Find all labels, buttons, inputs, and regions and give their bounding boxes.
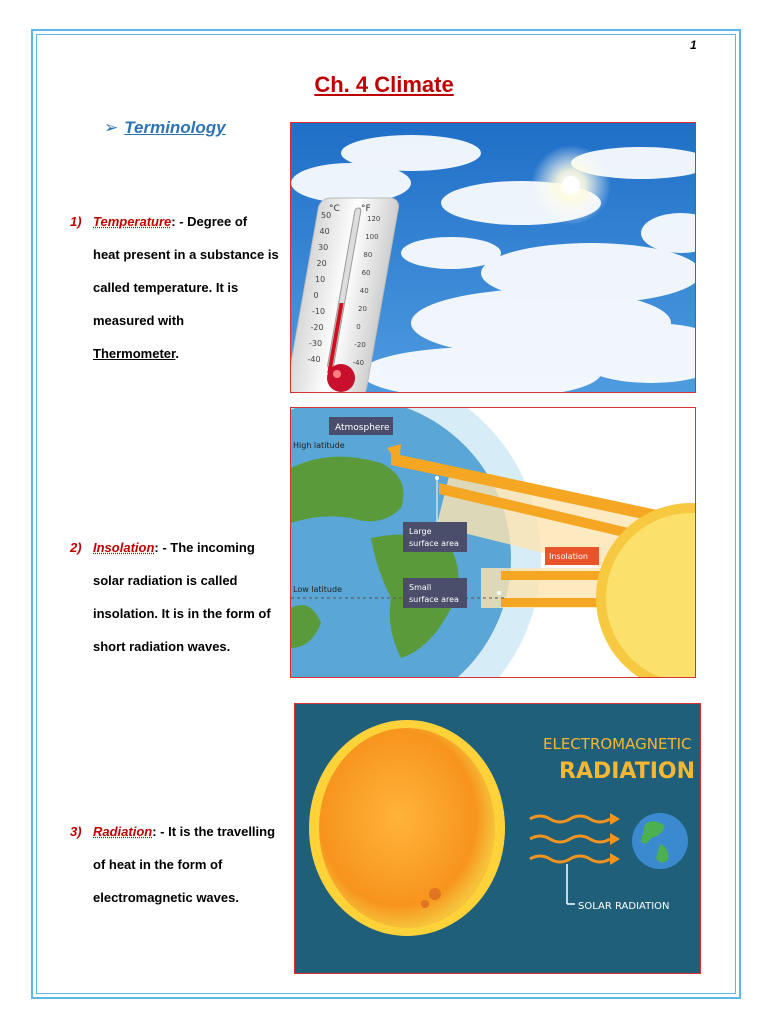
term-radiation bbox=[70, 815, 280, 914]
celsius-tick-label: 40 bbox=[319, 227, 330, 236]
term-text-end: . bbox=[175, 346, 179, 361]
high-latitude-label: High latitude bbox=[293, 441, 345, 450]
solar-radiation-label: SOLAR RADIATION bbox=[578, 901, 670, 912]
term-text: short radiation waves. bbox=[93, 639, 231, 654]
radiation-title-line1: ELECTROMAGNETIC bbox=[543, 735, 692, 753]
large-area-label-1: Large bbox=[409, 527, 432, 536]
celsius-tick-label: 50 bbox=[321, 211, 332, 220]
term-number: 1) bbox=[70, 214, 82, 229]
thermometer-link: Thermometer bbox=[93, 346, 176, 361]
term-text: heat present in a substance is bbox=[93, 247, 279, 262]
term-text: called temperature. It is bbox=[93, 280, 239, 295]
insolation-diagram-image bbox=[290, 407, 696, 678]
term-text: of heat in the form of bbox=[93, 857, 223, 872]
term-name: Insolation bbox=[93, 540, 155, 555]
fahrenheit-tick-label: -40 bbox=[352, 359, 365, 367]
term-number: 2) bbox=[70, 540, 82, 555]
page-title: Ch. 4 Climate bbox=[314, 72, 454, 97]
insolation-label: Insolation bbox=[549, 552, 588, 561]
large-area-label-2: surface area bbox=[409, 539, 459, 548]
term-insolation bbox=[70, 531, 280, 663]
term-separator: : - bbox=[152, 824, 169, 839]
term-separator: : - bbox=[154, 540, 171, 555]
page-number: 1 bbox=[690, 38, 697, 52]
fahrenheit-tick-label: 80 bbox=[363, 251, 373, 259]
fahrenheit-tick-label: 100 bbox=[365, 233, 379, 241]
term-name: Temperature bbox=[93, 214, 172, 229]
radiation-title-line2: RADIATION bbox=[559, 759, 696, 784]
celsius-tick-label: 0 bbox=[313, 291, 319, 300]
celsius-tick-label: 10 bbox=[315, 275, 326, 284]
celsius-tick-label: -20 bbox=[310, 323, 324, 332]
term-text: electromagnetic waves. bbox=[93, 890, 239, 905]
term-text: It is the travelling bbox=[168, 824, 276, 839]
low-latitude-label: Low latitude bbox=[293, 585, 342, 594]
celsius-tick-label: -40 bbox=[307, 355, 321, 364]
thermometer-sky-graphic bbox=[291, 123, 695, 392]
bullet-arrow-icon: ➢ bbox=[104, 118, 119, 137]
section-heading-text: Terminology bbox=[124, 118, 226, 137]
insolation-diagram-graphic bbox=[291, 408, 695, 677]
fahrenheit-tick-label: 120 bbox=[367, 215, 381, 223]
fahrenheit-tick-label: -20 bbox=[354, 341, 366, 349]
fahrenheit-tick-label: 0 bbox=[356, 323, 361, 331]
small-area-label-1: Small bbox=[409, 583, 432, 592]
fahrenheit-tick-label: 20 bbox=[358, 305, 367, 313]
radiation-graphic bbox=[295, 704, 700, 973]
celsius-label: °C bbox=[329, 204, 340, 214]
atmosphere-label: Atmosphere bbox=[335, 423, 390, 433]
fahrenheit-tick-label: 60 bbox=[361, 269, 371, 277]
term-text bbox=[70, 337, 280, 370]
small-area-label-2: surface area bbox=[409, 595, 459, 604]
term-number: 3) bbox=[70, 824, 82, 839]
term-temperature bbox=[70, 205, 280, 370]
term-text: insolation. It is in the form of bbox=[93, 606, 271, 621]
thermometer-sky-image bbox=[290, 122, 696, 393]
celsius-tick-label: -30 bbox=[309, 339, 323, 348]
section-heading bbox=[104, 118, 226, 138]
fahrenheit-label: °F bbox=[361, 204, 371, 214]
term-text: measured with bbox=[93, 313, 185, 328]
term-text: solar radiation is called bbox=[93, 573, 238, 588]
term-name: Radiation bbox=[93, 824, 153, 839]
term-text: The incoming bbox=[170, 540, 255, 555]
celsius-tick-label: 20 bbox=[316, 259, 327, 268]
radiation-image bbox=[294, 703, 701, 974]
celsius-tick-label: 30 bbox=[318, 243, 329, 252]
celsius-tick-label: -10 bbox=[312, 307, 326, 316]
term-text: Degree of bbox=[187, 214, 248, 229]
fahrenheit-tick-label: 40 bbox=[359, 287, 369, 295]
term-separator: : - bbox=[171, 214, 188, 229]
